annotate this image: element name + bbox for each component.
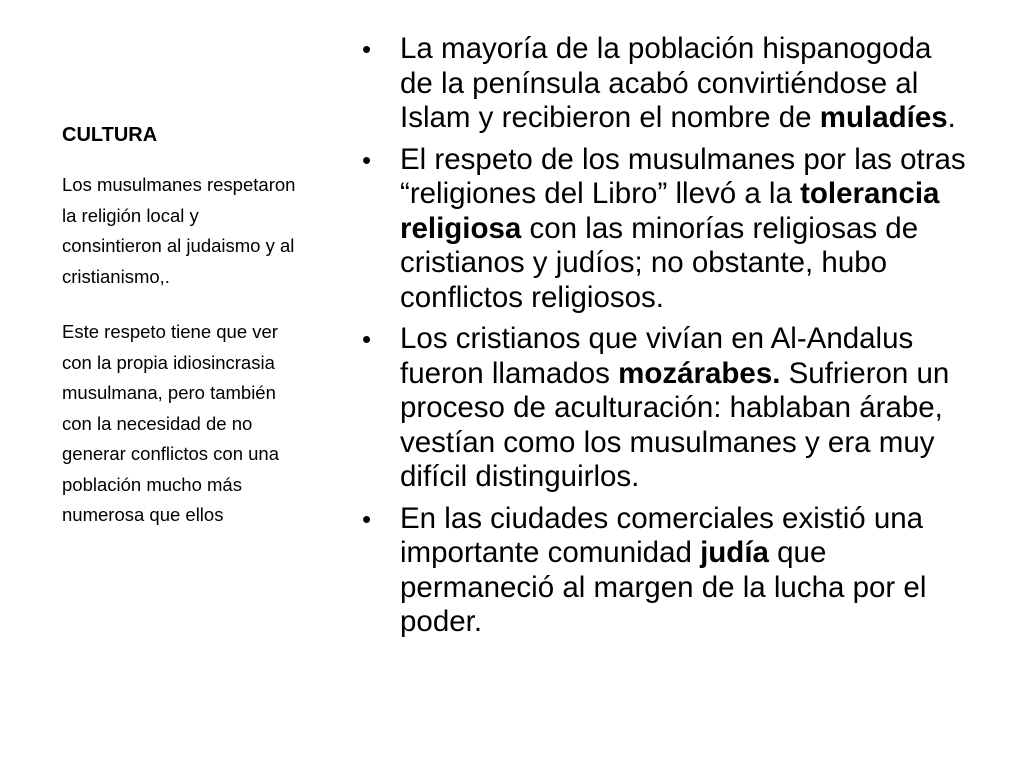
left-paragraph-2: Este respeto tiene que ver con la propia idiosincrasia musulmana, pero también con la necesidad de no generar conflictos con una población mucho más numerosa que ellos — [62, 321, 279, 525]
bullet-list — [360, 32, 970, 640]
bullet-text: El respeto de los musulmanes por las otras “religiones del Libro” llevó a la — [400, 142, 966, 210]
bullet-item-mozarabes — [360, 322, 970, 495]
bullet-item-tolerancia — [360, 143, 970, 316]
left-paragraph-1: Los musulmanes respetaron la religión local y consintieron al judaismo y al cristianismo,. — [62, 174, 296, 287]
bullet-text: que permaneció al margen de la lucha por el poder. — [400, 536, 927, 638]
bullet-bold-term: mozárabes. — [618, 356, 781, 390]
right-column — [360, 32, 970, 647]
bullet-text: La mayoría de la población hispanogoda de la península acabó convirtiéndose al Islam y recibieron el nombre de — [400, 32, 932, 134]
bullet-dot-icon: • — [362, 324, 372, 354]
bullet-dot-icon: • — [362, 34, 372, 64]
bullet-text: Sufrieron un proceso de aculturación: hablaban árabe, vestían como los musulmanes y era muy difícil distinguirlos. — [400, 356, 950, 493]
bullet-item-muladies — [360, 32, 970, 136]
bullet-text: con las minorías religiosas de cristianos y judíos; no obstante, hubo conflictos religiosos. — [400, 211, 919, 314]
bullet-item-judia — [360, 502, 970, 640]
bullet-bold-term: muladíes — [819, 101, 948, 134]
bullet-text: En las ciudades comerciales existió una importante comunidad — [400, 501, 924, 569]
bullet-bold-term: tolerancia religiosa — [400, 177, 940, 245]
bullet-text: . — [947, 101, 956, 134]
left-column — [62, 122, 302, 556]
bullet-dot-icon: • — [362, 144, 372, 175]
bullet-dot-icon: • — [362, 503, 372, 534]
slide-title: CULTURA — [62, 124, 158, 146]
bullet-text: Los cristianos que vivían en Al-Andalus fueron llamados — [400, 322, 914, 390]
bullet-bold-term: judía — [700, 536, 769, 569]
